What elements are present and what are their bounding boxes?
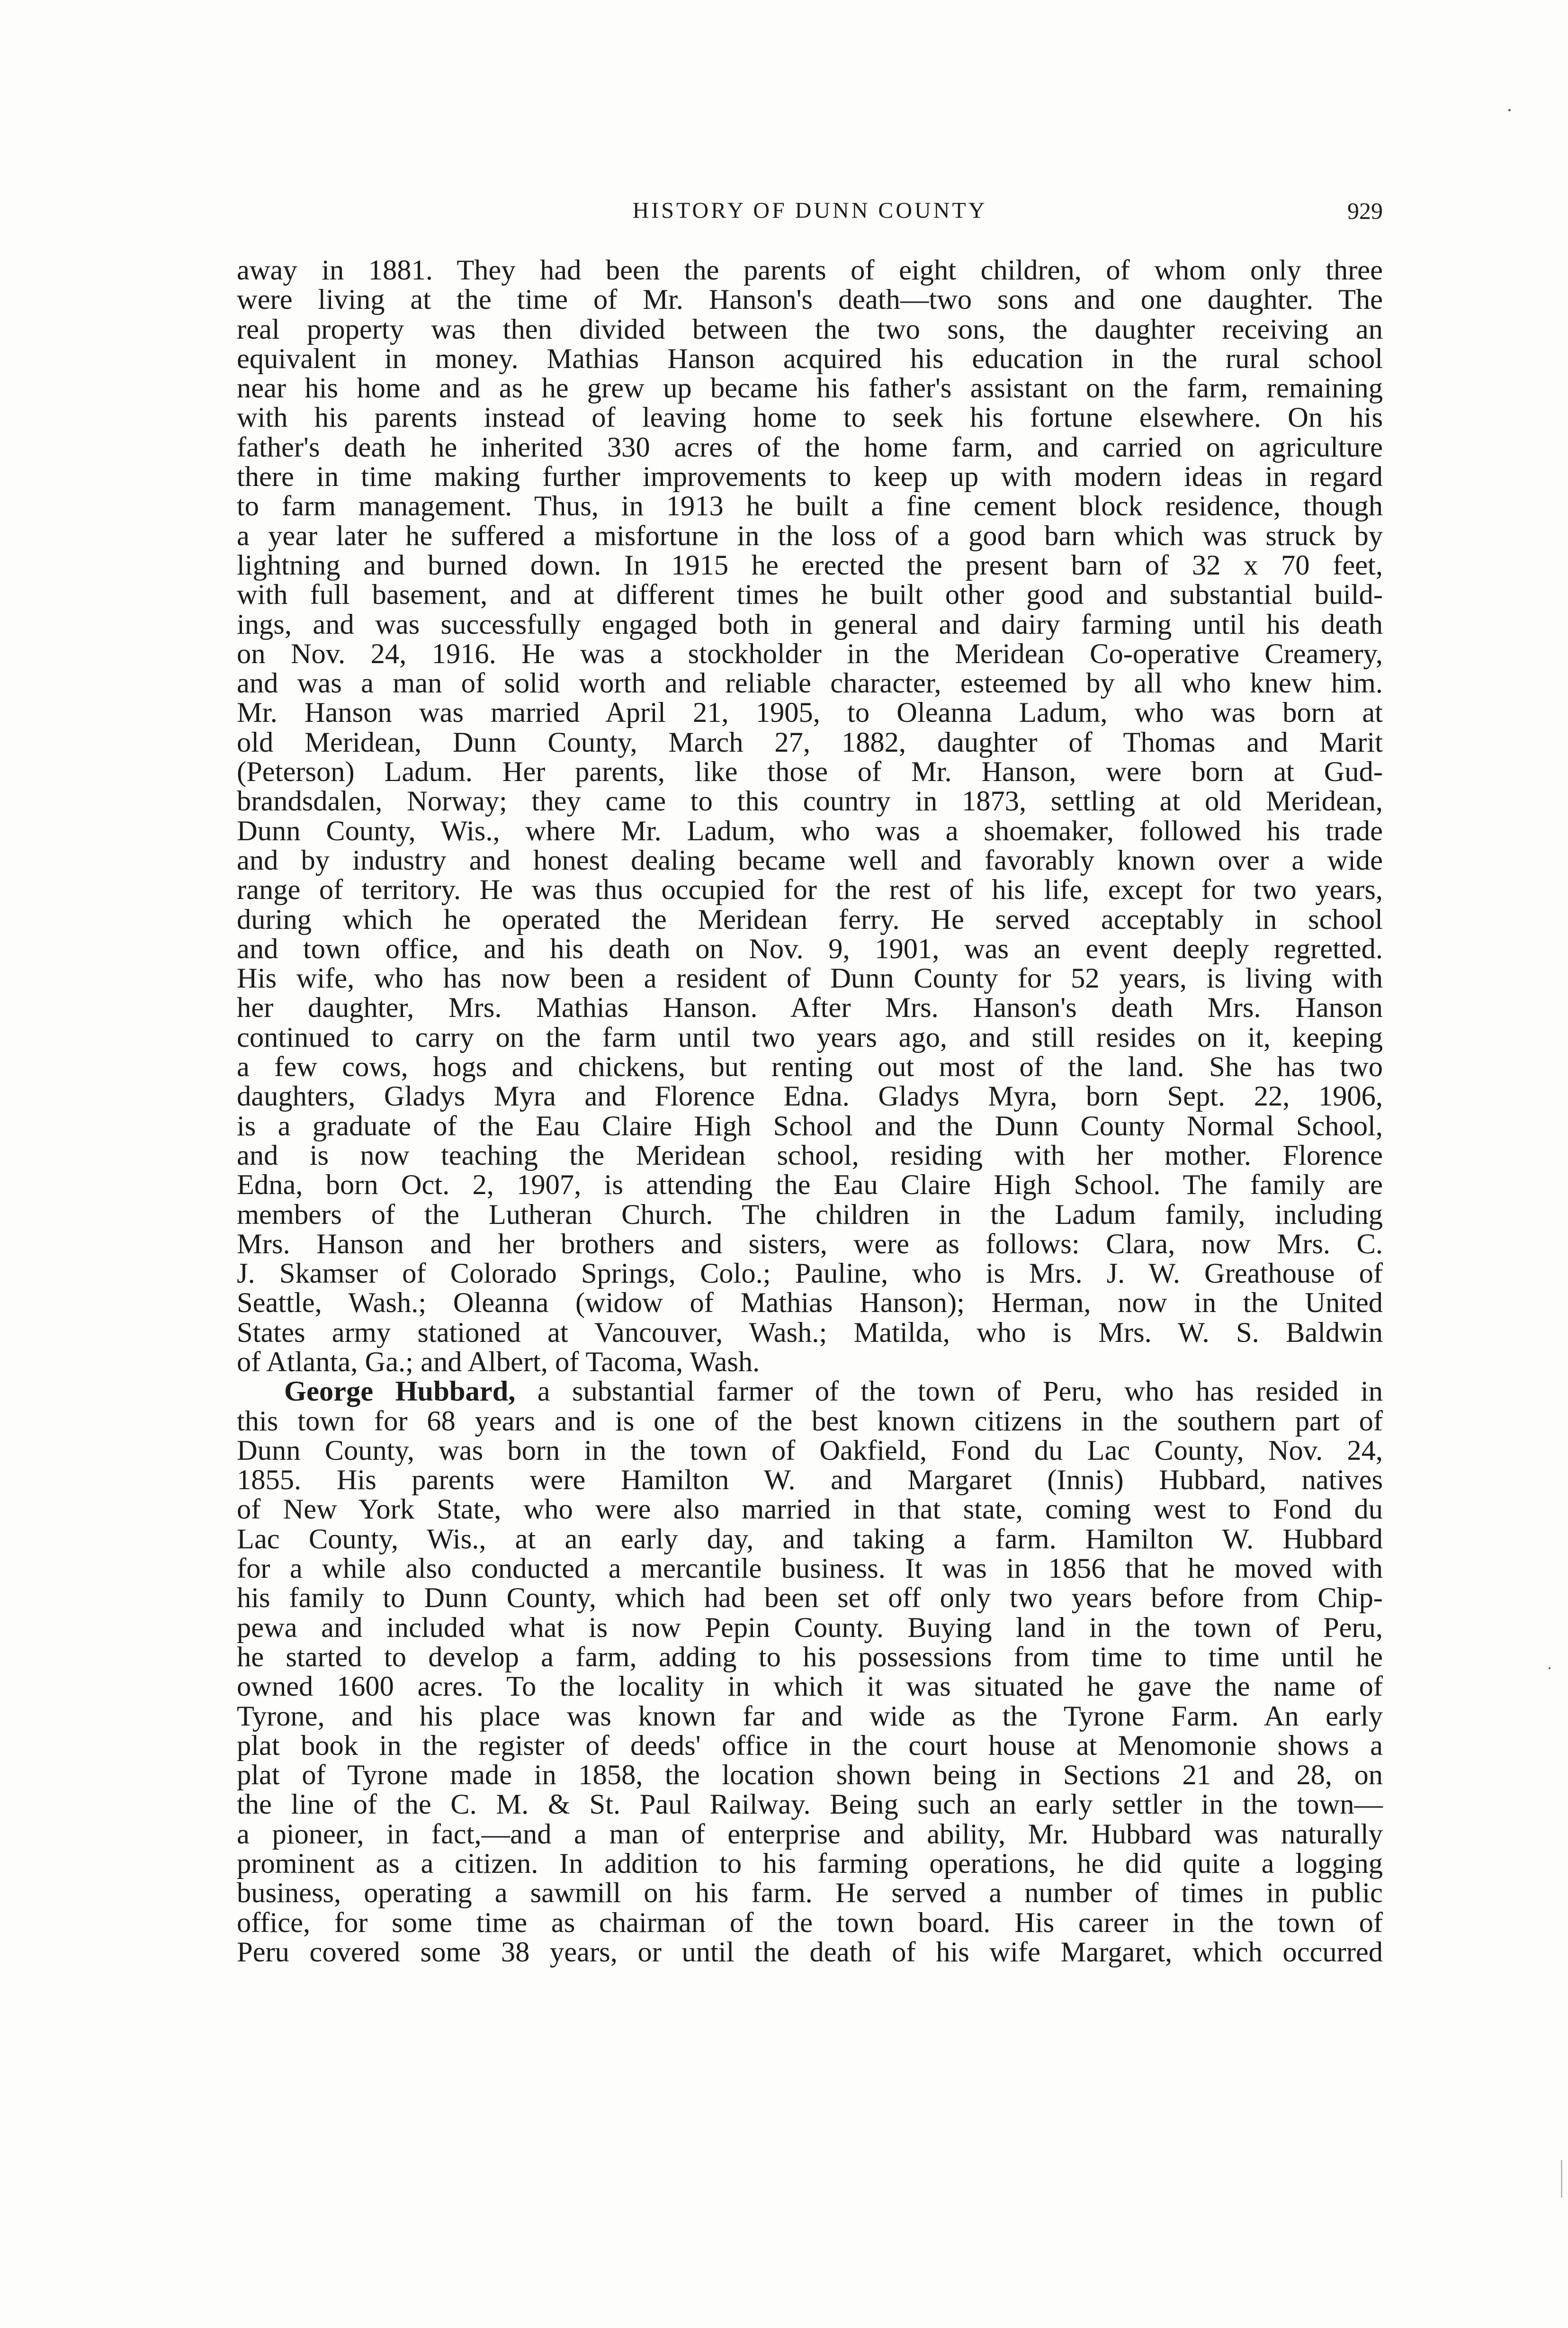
paragraph-line: away in 1881. They had been the parents of eight children, of whom only three (237, 254, 1383, 286)
paragraph-line: lightning and burned down. In 1915 he erected the present barn of 32 x 70 feet, (237, 549, 1383, 581)
paragraph-line: on Nov. 24, 1916. He was a stockholder in the Meridean Co-operative Creamery, (237, 638, 1383, 670)
paragraph-line: members of the Lutheran Church. The children in the Ladum family, including (237, 1198, 1383, 1231)
paragraph-line: were living at the time of Mr. Hanson's death—two sons and one daughter. The (237, 284, 1383, 316)
paragraph-line-rest: a substantial farmer of the town of Peru, who has resided in (515, 1375, 1383, 1408)
paragraph-line: (Peterson) Ladum. Her parents, like those of Mr. Hanson, were born at Gud- (237, 756, 1383, 788)
paragraph-line: a pioneer, in fact,—and a man of enterprise and ability, Mr. Hubbard was naturally (237, 1818, 1383, 1850)
paragraph-line: business, operating a sawmill on his farm. He served a number of times in public (237, 1877, 1383, 1909)
paragraph-line: Mrs. Hanson and her brothers and sisters, were as follows: Clara, now Mrs. C. (237, 1228, 1383, 1260)
paragraph-line: 1855. His parents were Hamilton W. and Margaret (Innis) Hubbard, natives (237, 1464, 1383, 1496)
paragraph-line: father's death he inherited 330 acres of the home farm, and carried on agriculture (237, 431, 1383, 463)
paragraph-line: His wife, who has now been a resident of Dunn County for 52 years, is living with (237, 962, 1383, 995)
scan-speck (1561, 2160, 1562, 2198)
paragraph-line: for a while also conducted a mercantile business. It was in 1856 that he moved with (237, 1553, 1383, 1585)
paragraph-line: plat book in the register of deeds' office in the court house at Menomonie shows a (237, 1729, 1383, 1762)
paragraph-line: Peru covered some 38 years, or until the death of his wife Margaret, which occurred (237, 1936, 1383, 1968)
paragraph-line: and town office, and his death on Nov. 9, 1901, was an event deeply regretted. (237, 933, 1383, 965)
paragraph-line: of New York State, who were also married in that state, coming west to Fond du (237, 1493, 1383, 1526)
paragraph-line: Mr. Hanson was married April 21, 1905, to Oleanna Ladum, who was born at (237, 697, 1383, 729)
paragraph-line: States army stationed at Vancouver, Wash.; Matilda, who is Mrs. W. S. Baldwin (237, 1316, 1383, 1348)
paragraph-line: daughters, Gladys Myra and Florence Edna. Gladys Myra, born Sept. 22, 1906, (237, 1080, 1383, 1113)
paragraph-line: office, for some time as chairman of the town board. His career in the town of (237, 1906, 1383, 1939)
paragraph-line: owned 1600 acres. To the locality in which it was situated he gave the name of (237, 1671, 1383, 1703)
paragraph-line: Dunn County, Wis., where Mr. Ladum, who was a shoemaker, followed his trade (237, 815, 1383, 847)
paragraph-line: he started to develop a farm, adding to his possessions from time to time until he (237, 1641, 1383, 1673)
page-number: 929 (1347, 198, 1383, 224)
paragraph-line: to farm management. Thus, in 1913 he built a fine cement block residence, though (237, 490, 1383, 522)
running-title: HISTORY OF DUNN COUNTY (632, 198, 987, 223)
paragraph-line: ings, and was successfully engaged both in general and dairy farming until his death (237, 608, 1383, 640)
paragraph-hubbard (237, 1377, 1383, 1967)
paragraph-line: a few cows, hogs and chickens, but renting out most of the land. She has two (237, 1051, 1383, 1083)
paragraph-line: the line of the C. M. & St. Paul Railway. Being such an early settler in the town— (237, 1789, 1383, 1821)
paragraph-line: J. Skamser of Colorado Springs, Colo.; Pauline, who is Mrs. J. W. Greathouse of (237, 1258, 1383, 1290)
biography-subject-name: George Hubbard, (284, 1375, 516, 1408)
body-text (237, 256, 1383, 1967)
paragraph-line: Seattle, Wash.; Oleanna (widow of Mathias Hanson); Herman, now in the United (237, 1287, 1383, 1319)
scan-speck (1508, 109, 1511, 111)
paragraph-line: Edna, born Oct. 2, 1907, is attending the Eau Claire High School. The family are (237, 1169, 1383, 1201)
paragraph-line: is a graduate of the Eau Claire High School and the Dunn County Normal School, (237, 1110, 1383, 1142)
running-head (237, 192, 1383, 230)
paragraph-line: Dunn County, was born in the town of Oakfield, Fond du Lac County, Nov. 24, (237, 1434, 1383, 1466)
paragraph-line: range of territory. He was thus occupied for the rest of his life, except for two years, (237, 874, 1383, 906)
paragraph-line: prominent as a citizen. In addition to his farming operations, he did quite a logging (237, 1848, 1383, 1880)
paragraph-line: with full basement, and at different times he built other good and substantial build- (237, 579, 1383, 611)
paragraph-line: during which he operated the Meridean ferry. He served acceptably in school (237, 903, 1383, 935)
paragraph-line: plat of Tyrone made in 1858, the location shown being in Sections 21 and 28, on (237, 1759, 1383, 1791)
paragraph-line: a year later he suffered a misfortune in the loss of a good barn which was struck by (237, 520, 1383, 552)
paragraph-line: equivalent in money. Mathias Hanson acquired his education in the rural school (237, 342, 1383, 375)
paragraph-line: there in time making further improvements to keep up with modern ideas in regard (237, 461, 1383, 493)
paragraph-line: her daughter, Mrs. Mathias Hanson. After Mrs. Hanson's death Mrs. Hanson (237, 992, 1383, 1024)
paragraph-line: and was a man of solid worth and reliable character, esteemed by all who knew him. (237, 667, 1383, 700)
paragraph-line: of Atlanta, Ga.; and Albert, of Tacoma, Wash. (237, 1346, 760, 1378)
paragraph-hanson (237, 256, 1383, 1377)
paragraph-line: old Meridean, Dunn County, March 27, 1882, daughter of Thomas and Marit (237, 726, 1383, 758)
paragraph-line: real property was then divided between the two sons, the daughter receiving an (237, 313, 1383, 345)
paragraph-line: Lac County, Wis., at an early day, and taking a farm. Hamilton W. Hubbard (237, 1523, 1383, 1555)
paragraph-line: pewa and included what is now Pepin County. Buying land in the town of Peru, (237, 1611, 1383, 1644)
paragraph-line: near his home and as he grew up became his father's assistant on the farm, remaining (237, 372, 1383, 404)
paragraph-line: continued to carry on the farm until two years ago, and still resides on it, keeping (237, 1021, 1383, 1053)
paragraph-line: brandsdalen, Norway; they came to this country in 1873, settling at old Meridean, (237, 785, 1383, 818)
paragraph-line (237, 1377, 1383, 1406)
paragraph-line: this town for 68 years and is one of the best known citizens in the southern part of (237, 1405, 1383, 1437)
paragraph-line: his family to Dunn County, which had been set off only two years before from Chip- (237, 1582, 1383, 1614)
paragraph-line: Tyrone, and his place was known far and wide as the Tyrone Farm. An early (237, 1700, 1383, 1732)
paragraph-line: and by industry and honest dealing became well and favorably known over a wide (237, 844, 1383, 876)
scan-speck (1549, 1667, 1550, 1669)
paragraph-line: with his parents instead of leaving home to seek his fortune elsewhere. On his (237, 402, 1383, 434)
paragraph-line: and is now teaching the Meridean school, residing with her mother. Florence (237, 1139, 1383, 1171)
